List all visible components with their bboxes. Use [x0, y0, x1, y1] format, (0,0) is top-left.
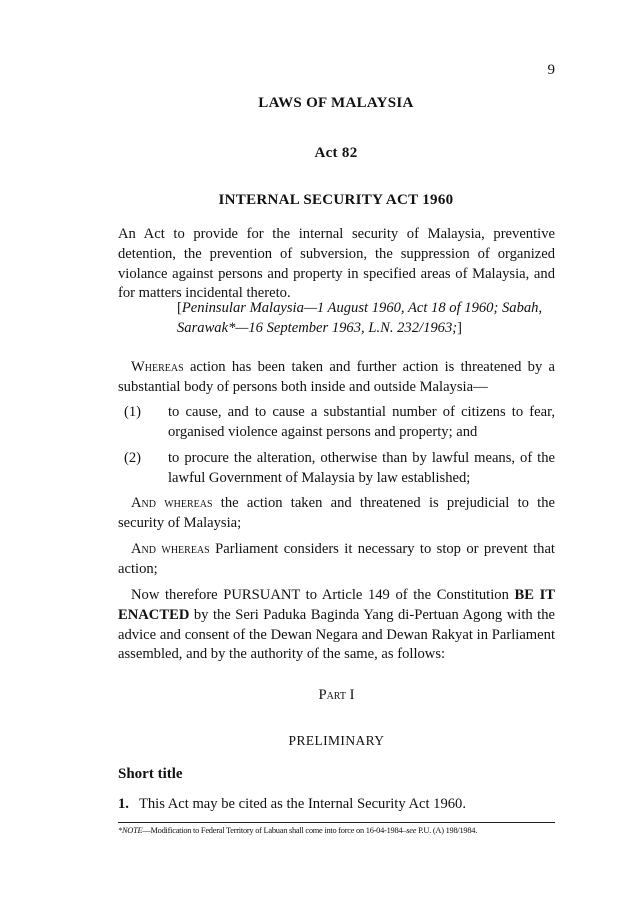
- preamble-item-1: [118, 403, 555, 443]
- item-number: (1): [124, 404, 142, 420]
- part-title: PRELIMINARY: [288, 733, 385, 748]
- citation-text: Peninsular Malaysia—1 August 1960, Act 18 of 1960; Sabah, Sarawak*—16 September 1963, L.N. 232/1963;: [177, 300, 543, 336]
- item-text: to procure the alteration, otherwise than by lawful means, of the lawful Government of Malaysia by law established;: [168, 450, 555, 486]
- part-word: Part: [318, 687, 346, 703]
- footnote-text-1: —Modification to Federal Territory of Labuan shall come into force on 16-04-1984–: [142, 826, 407, 835]
- section-1: [118, 796, 555, 813]
- item-text: to cause, and to cause a substantial number of citizens to fear, organised violence against persons and property; and: [168, 404, 555, 440]
- enacting-clause: [118, 586, 555, 665]
- item-number: (2): [124, 450, 142, 466]
- citation-open-bracket: [: [177, 300, 182, 316]
- part-numeral: I: [349, 687, 355, 703]
- act-number: Act 82: [314, 145, 358, 161]
- citation-close-bracket: ]: [457, 320, 462, 336]
- preamble-whereas-1: [118, 358, 555, 398]
- section-marginal-note: Short title: [118, 766, 183, 782]
- whereas-lead: And whereas: [131, 541, 210, 557]
- laws-heading: LAWS OF MALAYSIA: [258, 95, 414, 111]
- commencement-citation: [177, 298, 557, 338]
- section-text: This Act may be cited as the Internal Security Act 1960.: [138, 796, 467, 812]
- whereas-lead: Whereas: [131, 359, 184, 375]
- page-number: 9: [547, 62, 555, 78]
- footnote-text-2: P.U. (A) 198/1984.: [416, 826, 478, 835]
- whereas-text: action has been taken and further action is threatened by a substantial body of persons both inside and outside Malaysia—: [118, 359, 555, 395]
- footnote-label: *NOTE: [118, 826, 143, 835]
- preamble-whereas-2: [118, 494, 555, 534]
- long-title: An Act to provide for the internal security of Malaysia, preventive detention, the prevention of subversion, the suppression of organized violance against persons and property in specified areas of Malaysia, and for matters incidental thereto.: [118, 226, 555, 302]
- footnote-rule: [118, 822, 555, 823]
- footnote-see: see: [406, 826, 417, 835]
- whereas-lead: And whereas: [131, 495, 213, 511]
- preamble-whereas-3: [118, 540, 555, 580]
- act-title: INTERNAL SECURITY ACT 1960: [218, 192, 454, 208]
- whereas-text: Parliament considers it necessary to stop or prevent that action;: [118, 541, 555, 577]
- footnote: [118, 826, 558, 835]
- enacting-bold: BE IT ENACTED: [118, 587, 555, 623]
- preamble-item-2: [118, 449, 555, 489]
- part-heading: [118, 687, 555, 704]
- enacting-text-1: Now therefore PURSUANT to Article 149 of the Constitution: [131, 587, 515, 603]
- enacting-text-2: by the Seri Paduka Baginda Yang di-Pertuan Agong with the advice and consent of the Dewan Negara and Dewan Rakyat in Parliament assembled, and by the authority of the same, as follows:: [118, 606, 555, 663]
- section-number: 1.: [118, 796, 129, 812]
- whereas-text: the action taken and threatened is prejudicial to the security of Malaysia;: [118, 495, 555, 531]
